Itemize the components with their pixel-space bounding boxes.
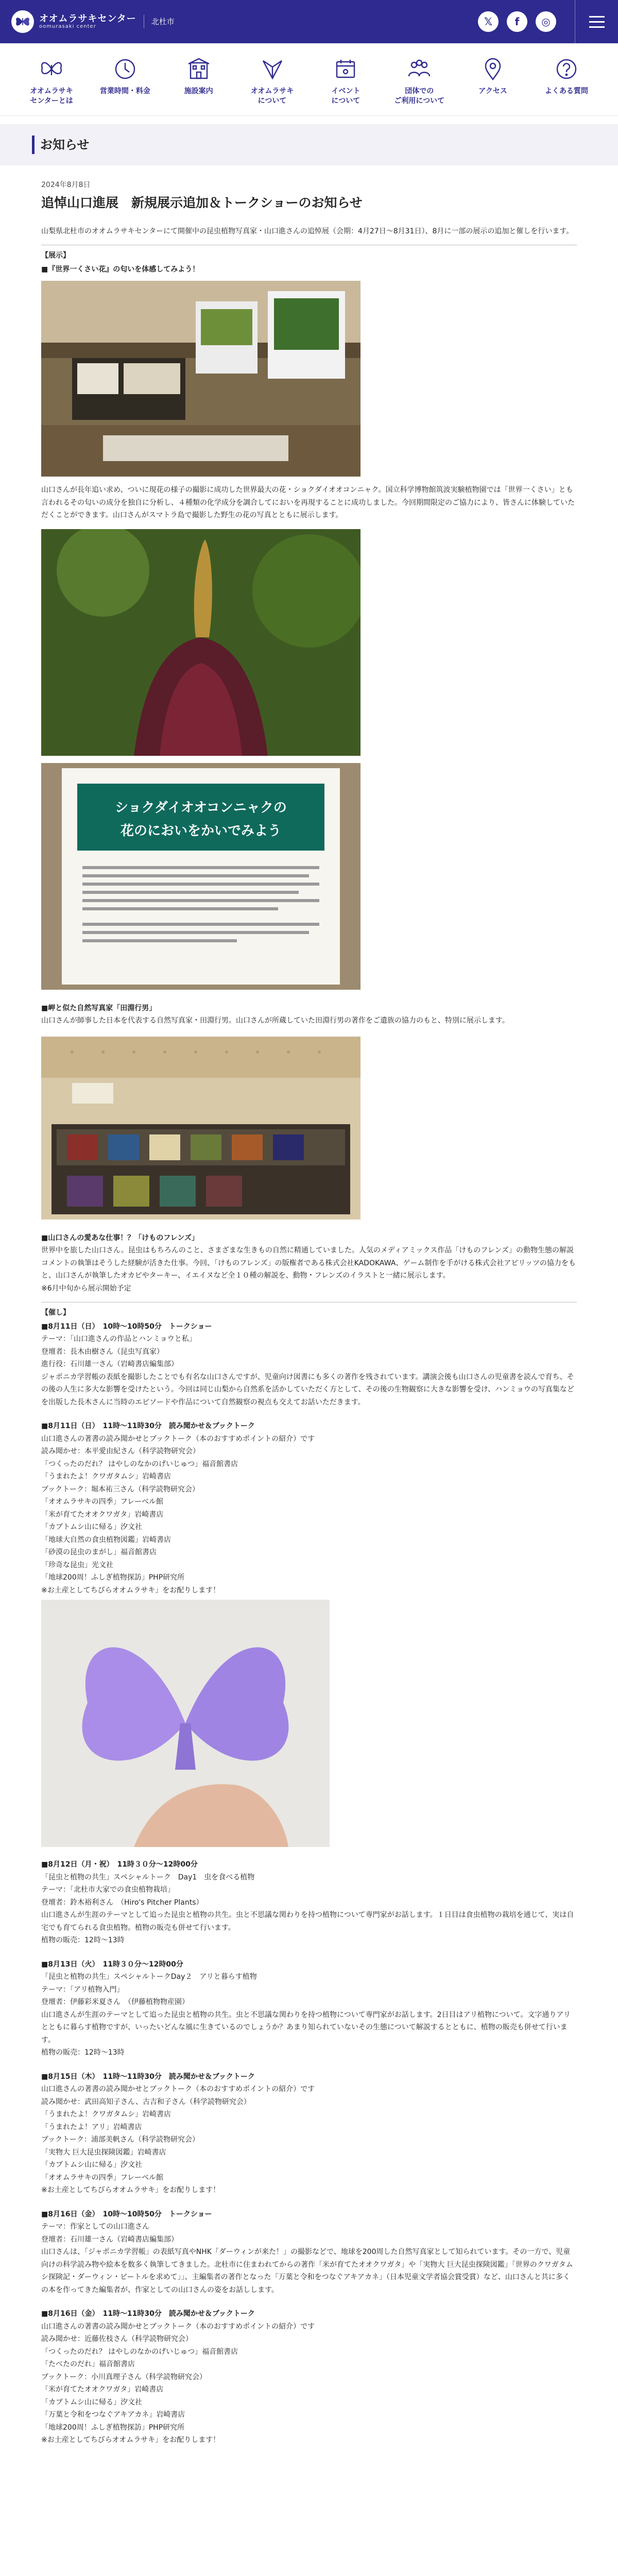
butterfly-wing-icon (259, 56, 286, 82)
social-links (478, 11, 556, 32)
hamburger-menu-button[interactable] (575, 0, 618, 43)
nav-hours[interactable] (94, 56, 156, 106)
calendar-icon (332, 56, 359, 82)
event-head: ■8月13日（火） 11時３０分〜12時00分 (41, 1960, 183, 1969)
x-icon[interactable]: 𝕏 (478, 11, 499, 32)
exhibit3-note: ※6月中旬から展示開始予定 (41, 1284, 131, 1293)
nav-label: よくある質問 (544, 87, 588, 95)
event-line: 「たべたのだれ」福音館書店 (41, 2360, 135, 2369)
event-line: 山口進さんの著書の読み聞かせとブックトーク（本のおすすめポイントの紹介）です (41, 2322, 315, 2331)
event-line: 登壇者：長木由樹さん（昆虫写真家） (41, 1347, 164, 1356)
map-pin-icon (479, 56, 506, 82)
exhibit-label: 【展示】 (41, 251, 70, 260)
book-display-photo (41, 1037, 360, 1219)
instagram-icon[interactable]: ◎ (536, 11, 556, 32)
logo-text[interactable] (39, 14, 136, 30)
event-line: 「つくったのだれ？ はやしのなかのげいじゅつ」福音館書店 (41, 1460, 238, 1468)
event-item (41, 1420, 577, 1847)
question-icon (553, 56, 580, 82)
event-line: 山口進さんが生涯のテーマとして追った昆虫と植物の共生。虫と不思議な関わりを持つ植物について専門家がお話します。2日目はアリ植物について。文字通りアリとともに暮らす植物ですが、いったいどんな風に生きているのでしょうか？あまり知られていないその生態について解説するとともに、植物の販売も併せて行います。 (41, 2010, 571, 2044)
event-line: 「珍奇な昆虫」光文社 (41, 1561, 113, 1569)
sign-line-2: 花のにおいをかいでみよう (120, 823, 282, 839)
event-line: 「米が育てたオオクワガタ」岩崎書店 (41, 1510, 164, 1519)
event-line: 「カブトムシ山に帰る」汐文社 (41, 1523, 142, 1532)
event-line: ブックトーク：小川真理子さん（科学読物研究会） (41, 2372, 207, 2381)
article (0, 179, 618, 2447)
smell-sign-photo (41, 763, 360, 990)
event-line: テーマ：作家としての山口進さん (41, 2223, 149, 2231)
event-line: 「うまれたよ！アリ」岩崎書店 (41, 2123, 142, 2131)
nav-events[interactable] (315, 56, 376, 106)
event-item (41, 1858, 577, 1947)
exhibit3-body: 世界中を旅した山口さん。昆虫はもちろんのこと、さまざまな生きもの自然に精通していました。人気のメディアミックス作品「けものフレンズ」の動物生態の解説コメントの執筆はそうした経験が活きた仕事。今回、「けものフレンズ」の版権者である株式会社KADOKAWA、ゲーム制作を手がける株式会社アピリッツの協力をもと、山口さんが執筆したオカピやターキー、イエイヌなど全１０種の解説を、動物・フレンズのイラストと一緒に展示します。 (41, 1246, 576, 1280)
event-line: 登壇者：伊藤彩米夏さん （伊藤植物物産園） (41, 1998, 189, 2007)
event-head: ■8月11日（日） 10時〜10時50分 トークショー (41, 1322, 212, 1331)
event-line: 「オオムラサキの四季」フレーベル館 (41, 1498, 164, 1506)
event-line: 「砂漠の昆虫のまがし」福音館書店 (41, 1548, 157, 1557)
event-line: テーマ：「北杜市大家での食虫植物栽培」 (41, 1886, 175, 1894)
article-date: 2024年8月8日 (41, 180, 91, 189)
nav-label: 団体での ご利用について (394, 87, 445, 105)
event-line: ※お土産としてちびらオオムラサキ」をお配りします！ (41, 1586, 220, 1595)
event-item (41, 2208, 577, 2297)
event-line: 「昆虫と植物の共生」スペシャルトークDay２ アリと暮らす植物 (41, 1973, 257, 1981)
menu-bar (589, 16, 605, 18)
event-head: ■8月15日（木） 11時〜11時30分 読み聞かせ＆ブックトーク (41, 2072, 255, 2081)
paper-butterfly-photo (41, 1600, 330, 1847)
event-item (41, 1958, 577, 2059)
event-head: ■8月12日（月・祝） 11時３０分〜12時00分 (41, 1860, 198, 1869)
city-label: 北杜市 (144, 15, 175, 28)
nav-facilities[interactable] (168, 56, 230, 106)
nav-label: オオムラサキ センターとは (30, 87, 73, 105)
event-line: 読み聞かせ：武田高知子さん、古吉和子さん（科学読物研究会） (41, 2097, 251, 2106)
logo-icon[interactable] (11, 10, 34, 33)
group-icon (406, 56, 433, 82)
event-line: 山口進さんの著書の読み聞かせとブックトーク（本のおすすめポイントの紹介）です (41, 2085, 315, 2094)
event-line: 「カブトムシ山に帰る」汐文社 (41, 2398, 142, 2406)
nav-label: イベント について (331, 87, 360, 105)
event-line: 登壇者：石川雄一さん（岩崎書店編集部） (41, 2235, 178, 2244)
event-line: 読み聞かせ：近藤佐枝さん（科学読物研究会） (41, 2335, 193, 2344)
site-header (0, 0, 618, 43)
event-line: 「つくったのだれ？ はやしのなかのげいじゅつ」福音館書店 (41, 2347, 238, 2356)
article-intro: 山梨県北杜市のオオムラサキセンターにて開催中の昆虫植物写真家・山口進さんの追悼展（会期：4月27日〜8月31日）、8月に一部の展示の追加と催しを行います。 (41, 227, 574, 235)
menu-bar (589, 26, 605, 28)
nav-about[interactable] (21, 56, 82, 106)
event-head: ■8月16日（金） 10時〜10時50分 トークショー (41, 2210, 212, 2218)
event-line: 山口進さんが生涯のテーマとして追った昆虫と植物の共生。虫と不思議な関わりを持つ植物について専門家がお話します。１日目は食虫植物の栽培を通じて、実は自宅でも育てられる食虫植物。植物の販売も併せて行います。 (41, 1911, 574, 1932)
nav-faq[interactable] (536, 56, 597, 106)
event-head: ■8月16日（金） 11時〜11時30分 読み聞かせ＆ブックトーク (41, 2310, 255, 2318)
event-line: ジャポニカ学習帳の表紙を撮影したことでも有名な山口さんですが、児童向け図書にも多くの著作を残されています。講演会後も山口さんの児童書を読んで育ち、その後の人生に多大な影響を受けたという。今回は同じ山梨から自然系を活かしていただく方として、その後の生物観察に大きな影響を受け、ハンミョウの写真集などを出版した長木さんに当時のエピソードや作品について自然観察の視点も交えてお話いただきます。 (41, 1372, 574, 1406)
event-line: 「実物大 巨大昆虫探険図鑑」岩崎書店 (41, 2148, 166, 2157)
event-line: 植物の販売：12時〜13時 (41, 2048, 125, 2057)
menu-bar (589, 21, 605, 23)
logo-title: オオムラサキセンター (39, 13, 136, 24)
event-line: 読み聞かせ：本平愛由紀さん（科学読物研究会） (41, 1447, 200, 1456)
nav-label: 営業時間・料金 (99, 87, 150, 95)
event-line: 「地球200周！ふしぎ植物探訪」PHP研究所 (41, 1573, 185, 1582)
nav-oomurasaki[interactable] (242, 56, 303, 106)
event-line: 山口さんは、「ジャポニカ学習帳」の表紙写真やNHK「ダーウィンが来た！」の撮影などで、地球を200周した自然写真家として知られています。その一方で、児童向けの科学読み物や絵本を数多く執筆してきました。北杜市に住まわれてからの著作「米が育てたオオクワガタ」や「実物大 巨大昆虫探険図鑑」「世界のクワガタムシ探険記・ダーウィン・ビートルを求めて」」、主編集者の著作となった「万葉と令和をつなぐアキアカネ」（日本児童文学者協会賞受賞）など、山口さんと共に多くの本を作ってきた編集者が、作家としての山口さんの姿をお話しします。 (41, 2248, 573, 2294)
event-line: ※お土産としてちびらオオムラサキ」をお配りします！ (41, 2436, 220, 2445)
exhibit2-body: 山口さんが師事した日本を代表する自然写真家・田淵行男。山口さんが所蔵していた田淵行男の著作をご遺族の協力のもと、特別に展示します。 (41, 1016, 509, 1025)
global-nav (0, 43, 618, 116)
exhibit1-body: 山口さんが長年追い求め、ついに現花の様子の撮影に成功した世界最大の花・ショクダイオオコンニャク。国立科学博物館筑波実験植物園では「世界一くさい」とも言われるその匂いの成分を独自に分析し、４種類の化学成分を調合してにおいを再現することに成功しました。今回期間限定のご協力により、皆さんに体験していただくことができます。山口さんがスマトラ島で撮影した野生の花の写真とともに展示します。 (41, 486, 575, 520)
event-item (41, 2071, 577, 2197)
nav-group[interactable] (388, 56, 450, 106)
event-line: 「うまれたよ！クワガタムシ」岩崎書店 (41, 2110, 171, 2119)
event-line: 「オオムラサキの四季」フレーベル館 (41, 2173, 164, 2182)
exhibit1-title: ■『世界一くさい花』の匂いを体感してみよう！ (41, 265, 200, 274)
logo-subtitle: oomurasaki center (39, 24, 96, 30)
nav-label: アクセス (478, 87, 507, 95)
event-line: 山口進さんの著書の読み聞かせとブックトーク（本のおすすめポイントの紹介）です (41, 1434, 315, 1443)
event-line: 「昆虫と植物の共生」スペシャルトーク Day1 虫を食べる植物 (41, 1873, 255, 1882)
event-line: 「カブトムシ山に帰る」汐文社 (41, 2161, 142, 2170)
corpse-flower-photo (41, 529, 360, 756)
exhibit3-title: ■山口さんの愛あな仕事！？「けものフレンズ」 (41, 1233, 199, 1242)
event-head: ■8月11日（日） 11時〜11時30分 読み聞かせ＆ブックトーク (41, 1422, 255, 1431)
event-line: テーマ：「山口進さんの作品とハンミョウと私」 (41, 1335, 196, 1344)
section-title: お知らせ (40, 137, 90, 152)
event-line: 「地球大自然の食虫植物図鑑」岩崎書店 (41, 1535, 171, 1544)
event-line: ※お土産としてちびらオオムラサキ」をお配りします！ (41, 2186, 220, 2195)
event-line: 「うまれたよ！クワガタムシ」岩崎書店 (41, 1472, 171, 1481)
event-item (41, 1320, 577, 1409)
event-line: 「万葉と令和をつなぐアキアカネ」岩崎書店 (41, 2411, 185, 2419)
clock-icon (112, 56, 139, 82)
event-list (41, 1320, 577, 2447)
event-line: ブックトーク：浦部美帆さん（科学読物研究会） (41, 2136, 200, 2144)
exhibit2-title: ■岬と似た自然写真家「田淵行男」 (41, 1004, 157, 1012)
sign-line-1: ショクダイオオコンニャクの (115, 800, 287, 816)
event-line: 「地球200周！ふしぎ植物探訪」PHP研究所 (41, 2423, 185, 2432)
building-icon (185, 56, 212, 82)
nav-label: 施設案内 (184, 87, 213, 95)
section-heading (0, 124, 618, 165)
event-line: テーマ：「アリ植物入門」 (41, 1985, 124, 1994)
event-item (41, 2308, 577, 2447)
nav-access[interactable] (462, 56, 524, 106)
exhibit-room-photo (41, 281, 360, 477)
article-title: 追悼山口進展 新規展示追加＆トークショーのお知らせ (41, 195, 363, 211)
butterfly-icon (38, 56, 65, 82)
event-line: 登壇者：鈴木裕利さん （Hiro's Pitcher Plants） (41, 1898, 203, 1907)
event-line: 「米が育てたオオクワガタ」岩崎書店 (41, 2385, 164, 2394)
event-line: 植物の販売：12時〜13時 (41, 1936, 125, 1945)
events-label: 【催し】 (41, 1309, 70, 1317)
nav-label: オオムラサキ について (250, 87, 294, 105)
event-line: ブックトーク：堀本祐三さん（科学読物研究会） (41, 1485, 200, 1494)
facebook-icon[interactable]: f (507, 11, 527, 32)
event-line: 進行役：石川雄一さん（岩崎書店編集部） (41, 1360, 178, 1369)
